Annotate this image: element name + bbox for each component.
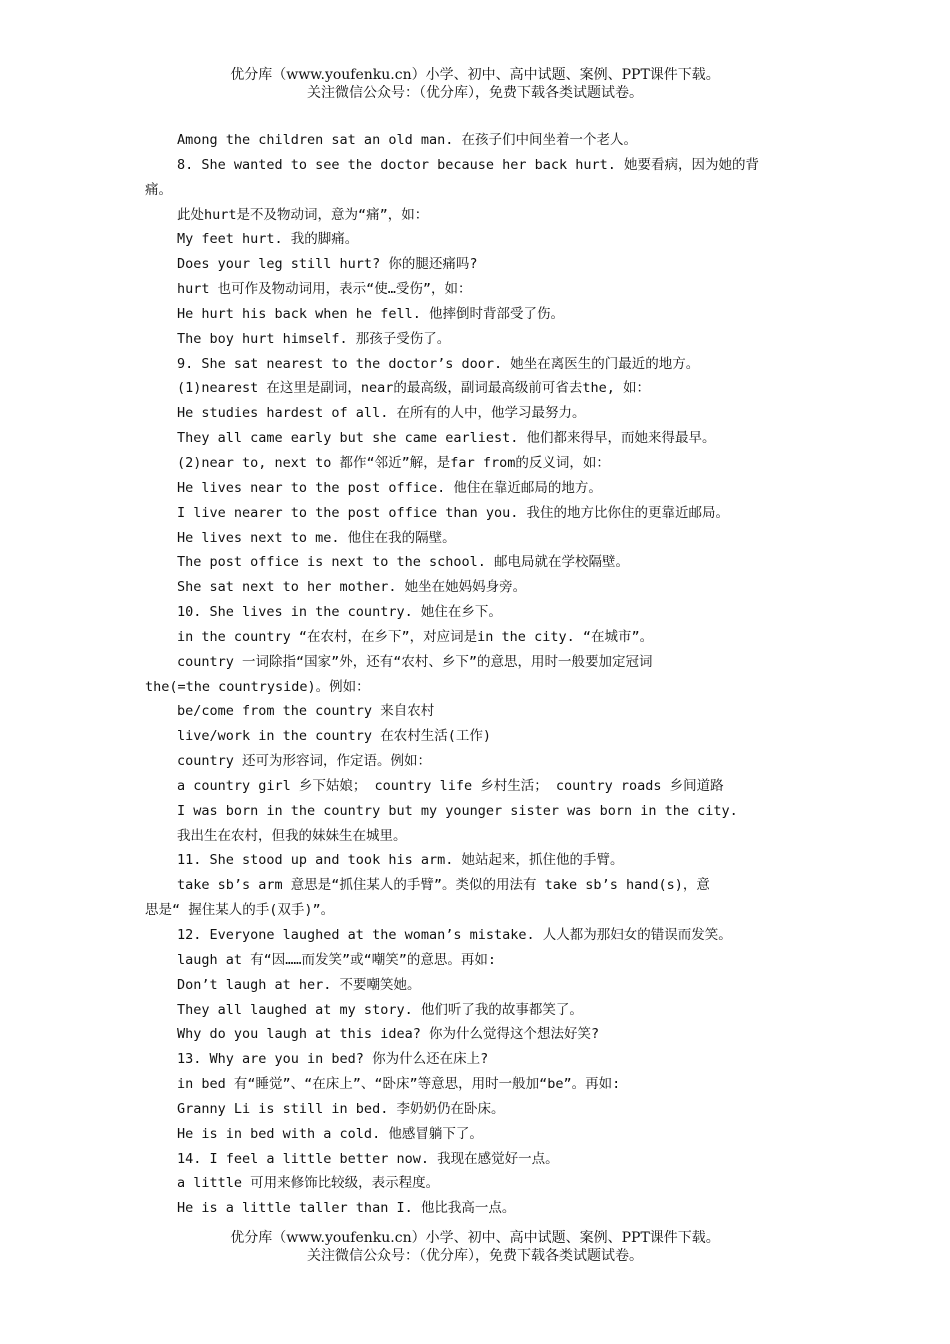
text-line: in bed 有“睡觉”、“在床上”、“卧床”等意思，用时一般加“be”。再如:	[177, 1076, 621, 1093]
text-line: He is a little taller than I. 他比我高一点。	[177, 1200, 516, 1217]
text-line: a country girl 乡下姑娘； country life 乡村生活； country roads 乡间道路	[177, 777, 724, 794]
document-body	[145, 128, 810, 1221]
text-line: be/come from the country 来自农村	[177, 703, 435, 720]
text-line: Among the children sat an old man. 在孩子们中间坐着一个老人。	[177, 132, 637, 148]
text-line: She sat next to her mother. 她坐在她妈妈身旁。	[177, 579, 527, 596]
text-line: Don’t laugh at her. 不要嘲笑她。	[177, 976, 421, 993]
text-line: Why do you laugh at this idea? 你为什么觉得这个想法好笑?	[177, 1026, 600, 1043]
text-line: Does your leg still hurt? 你的腿还痛吗?	[177, 256, 478, 273]
text-line: I was born in the country but my younger sister was born in the city.	[177, 802, 738, 819]
footer-line-2: 关注微信公众号：（优分库），免费下载各类试题试卷。	[307, 1248, 643, 1264]
text-line: 我出生在农村，但我的妹妹生在城里。	[177, 827, 407, 844]
footer-line-1: 优分库（www.youfenku.cn）小学、初中、高中试题、案例、PPT课件下载。	[230, 1230, 720, 1246]
text-line: live/work in the country 在农村生活(工作)	[177, 728, 491, 745]
text-line: He lives next to me. 他住在我的隔壁。	[177, 529, 456, 546]
text-line: a little 可用来修饰比较级，表示程度。	[177, 1175, 440, 1192]
text-line: My feet hurt. 我的脚痛。	[177, 231, 359, 248]
text-line: 13. Why are you in bed? 你为什么还在床上?	[177, 1051, 489, 1068]
text-line: take sb’s arm 意思是“抓住某人的手臂”。类似的用法有 take sb’s hand(s)，意	[177, 877, 710, 894]
text-line: They all laughed at my story. 他们听了我的故事都笑了。	[177, 1001, 583, 1018]
text-line: Granny Li is still in bed. 李奶奶仍在卧床。	[177, 1100, 505, 1117]
text-line: I live nearer to the post office than you. 我住的地方比你住的更靠近邮局。	[177, 504, 729, 521]
text-line: hurt 也可作及物动词用，表示“使…受伤”，如：	[177, 281, 472, 298]
text-line: 8. She wanted to see the doctor because her back hurt. 她要看病，因为她的背	[177, 156, 760, 173]
text-line: country 还可为形容词，作定语。例如：	[177, 753, 432, 770]
text-line: in the country “在农村，在乡下”，对应词是in the city. “在城市”。	[177, 628, 654, 645]
text-line: country 一词除指“国家”外，还有“农村、乡下”的意思，用时一般要加定冠词	[177, 653, 653, 670]
header-line-2: 关注微信公众号：（优分库），免费下载各类试题试卷。	[307, 85, 643, 101]
text-line: He hurt his back when he fell. 他摔倒时背部受了伤。	[177, 305, 564, 322]
text-line: The boy hurt himself. 那孩子受伤了。	[177, 330, 451, 347]
text-line: 11. She stood up and took his arm. 她站起来，抓住他的手臂。	[177, 852, 624, 869]
text-line: He lives near to the post office. 他住在靠近邮局的地方。	[177, 479, 602, 496]
text-line: 10. She lives in the country. 她住在乡下。	[177, 604, 502, 621]
text-line: 9. She sat nearest to the doctor’s door. 她坐在离医生的门最近的地方。	[177, 355, 700, 372]
text-line: 此处hurt是不及物动词，意为“痛”，如：	[177, 206, 429, 223]
text-line: (2)near to, next to 都作“邻近”解，是far from的反义词，如：	[177, 454, 610, 471]
page-header	[0, 66, 950, 102]
text-line: 12. Everyone laughed at the woman’s mistake. 人人都为那妇女的错误而发笑。	[177, 927, 732, 943]
text-line: The post office is next to the school. 邮电局就在学校隔壁。	[177, 554, 629, 571]
text-line: 14. I feel a little better now. 我现在感觉好一点。	[177, 1150, 559, 1167]
page-footer	[0, 1229, 950, 1265]
text-line: He studies hardest of all. 在所有的人中，他学习最努力。	[177, 405, 586, 422]
text-line: 思是“ 握住某人的手(双手)”。	[145, 902, 335, 919]
text-line: (1)nearest 在这里是副词，near的最高级，副词最高级前可省去the, 如：	[177, 380, 651, 397]
header-line-1: 优分库（www.youfenku.cn）小学、初中、高中试题、案例、PPT课件下载。	[230, 67, 720, 83]
text-line: 痛。	[145, 181, 172, 198]
text-line: He is in bed with a cold. 他感冒躺下了。	[177, 1125, 483, 1142]
text-line: laugh at 有“因……而发笑”或“嘲笑”的意思。再如:	[177, 951, 497, 968]
text-line: They all came early but she came earliest. 他们都来得早，而她来得最早。	[177, 430, 716, 447]
text-line: the(=the countryside)。例如：	[145, 678, 370, 695]
